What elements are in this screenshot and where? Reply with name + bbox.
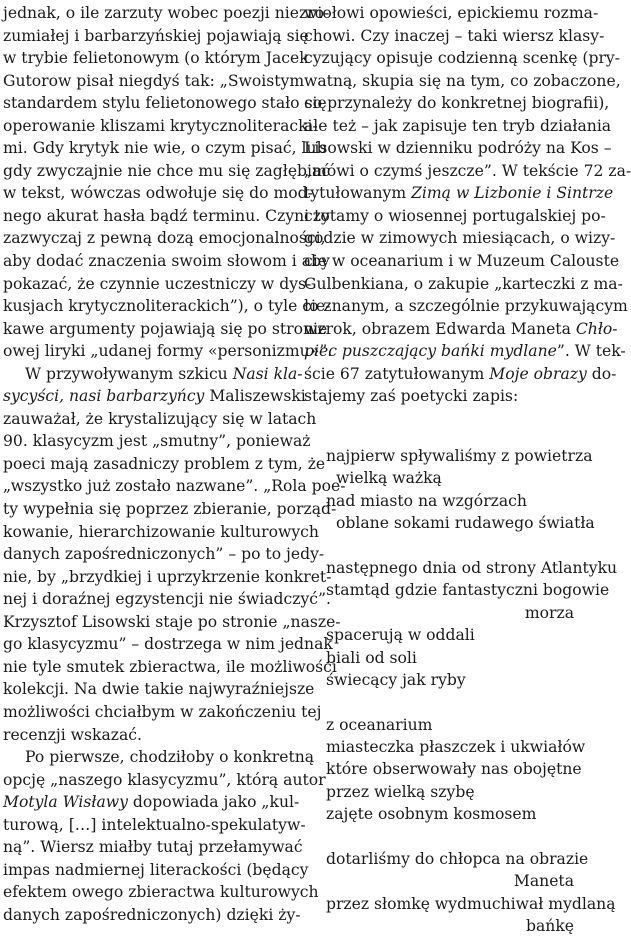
text-line: standardem stylu felietonowego stało się xyxy=(3,94,327,113)
text-line: cie w oceanarium i w Muzeum Calouste xyxy=(304,252,620,271)
text-line: kolekcji. Na dwie takie najwyraźniejsze xyxy=(3,680,315,699)
text-line: ło znanym, a szczególnie przykuwającym xyxy=(304,297,628,316)
text-line: chowi. Czy inaczej – taki wiersz klasy- xyxy=(304,26,605,45)
text-line: poeci mają zasadniczy problem z tym, że xyxy=(3,454,326,473)
poem-line: bańkę xyxy=(526,917,574,936)
poem-line: wielką ważką xyxy=(336,469,442,488)
poem-line: z oceanarium xyxy=(326,715,433,734)
poem-stanza-break xyxy=(326,826,590,848)
text-line: ale też – jak zapisuje ten tryb działania xyxy=(304,116,612,135)
poem-line: dotarliśmy do chłopca na obrazie xyxy=(326,850,589,869)
left-text-column xyxy=(3,2,346,926)
poem-line: Maneta xyxy=(513,872,574,891)
text-line: w trybie felietonowym (o którym Jacek xyxy=(3,49,309,68)
text-line: jednak, o ile zarzuty wobec poezji niezro- xyxy=(3,4,330,22)
text-line: Gutorow pisał niegdyś tak: „Swoistym xyxy=(3,71,305,90)
text-line: czytamy o wiosennej portugalskiej po- xyxy=(304,206,606,225)
text-line: kowanie, hierarchizowanie kulturowych xyxy=(3,522,319,541)
poem-line: miasteczka płaszczek i ukwiałów xyxy=(326,738,586,757)
text-line: opcję „naszego klasycyzmu”, którą autor xyxy=(3,770,326,789)
text-line: zumiałej i barbarzyńskiej pojawiają się xyxy=(3,26,309,45)
poem-line: zajęte osobnym kosmosem xyxy=(326,805,537,824)
text-line: nego akurat hasła bądź terminu. Czyni to xyxy=(3,206,330,225)
text-line: danych zapośredniczonych” – po to jedy- xyxy=(3,545,325,564)
right-text-column xyxy=(304,2,631,408)
text-line: mi. Gdy krytyk nie wie, o czym pisać, lub xyxy=(3,139,327,158)
text-line: operowanie kliszami krytycznoliteracki- xyxy=(3,116,318,135)
text-line: w tekst, wówczas odwołuje się do mod- xyxy=(3,184,313,203)
text-line: kusjach krytycznoliterackich”), o tyle cie- xyxy=(3,297,331,316)
text-line: „wszystko już zostało nazwane”. „Rola poe- xyxy=(3,477,346,496)
text-line: Lisowski w dzienniku podróży na Kos – xyxy=(304,139,612,158)
text-line: danych zapośredniczonych) dzięki ży- xyxy=(3,905,301,924)
text-line: zazwyczaj z pewną dozą emocjonalności, xyxy=(3,229,326,248)
text-line: recenzji wskazać. xyxy=(3,725,142,744)
text-line: kawe argumenty pojawiają się po stronie xyxy=(3,319,328,338)
text-line: aby dodać znaczenia swoim słowom i aby xyxy=(3,252,330,271)
text-line: możliwości chciałbym w zakończeniu tej xyxy=(3,702,322,721)
poem-line: następnego dnia od strony Atlantyku xyxy=(326,558,618,577)
text-line-italic-mixed: piec puszczający bańki mydlane”. W tek- xyxy=(304,342,626,361)
poem-stanza-break xyxy=(326,691,590,713)
text-line: gdy zwyczajnie nie chce mu się zagłębiać xyxy=(3,161,331,180)
poem-line: nad miasto na wzgórzach xyxy=(326,491,527,510)
text-line: go klasycyzmu” – dostrzega w nim jednak xyxy=(3,635,333,654)
text-line: wiołowi opowieści, epickiemu rozma- xyxy=(304,4,599,22)
text-line: 90. klasycyzm jest „smutny”, ponieważ xyxy=(3,432,311,451)
text-line: ty wypełnia się poprzez zbieranie, porząd- xyxy=(3,500,337,519)
text-line: efektem owego zbieractwa kulturowych xyxy=(3,883,319,902)
text-line: stajemy zaś poetycki zapis: xyxy=(304,387,519,406)
poem-line: przez słomkę wydmuchiwał mydlaną xyxy=(326,894,616,913)
poem-line: morza xyxy=(524,603,574,622)
poem-stanza-break xyxy=(326,535,590,557)
poem-line: oblane sokami rudawego światła xyxy=(336,514,595,533)
text-line: pokazać, że czynnie uczestniczy w dys- xyxy=(3,274,312,293)
text-line-italic-mixed: tytułowanym Zimą w Lizbonie i Sintrze xyxy=(304,184,614,203)
text-line: cyzujący opisuje codzienną scenkę (pry- xyxy=(304,49,620,68)
text-line: godzie w zimowych miesiącach, o wizy- xyxy=(304,229,616,248)
text-line: nie, by „brzydkiej i uprzykrzenie konkret- xyxy=(3,567,332,586)
poem-quote xyxy=(326,445,618,938)
text-line-italic-mixed: Motyla Wisławy dopowiada jako „kul- xyxy=(3,793,300,812)
poem-line: biali od soli xyxy=(326,648,417,667)
text-line: nie tyle smutek zbieractwa, ile możliwości xyxy=(3,657,337,676)
text-line-italic-mixed: ście 67 zatytułowanym Moje obrazy do- xyxy=(304,364,617,383)
text-line-italic-mixed: wzrok, obrazem Edwarda Maneta Chło- xyxy=(304,319,618,338)
text-line: impas nadmiernej literackości (będący xyxy=(3,860,309,879)
text-line: nej i doraźnej egzystencji nie świadczyć”. xyxy=(3,590,331,609)
text-line-italic-mixed: W przywoływanym szkicu Nasi kla- xyxy=(25,364,303,383)
text-line-italic-mixed: sycyści, nasi barbarzyńcy Maliszewski xyxy=(3,387,306,406)
text-line: co przynależy do konkretnej biografii), xyxy=(304,94,610,113)
text-line: Gulbenkiana, o zakupie „karteczki z ma- xyxy=(304,274,623,293)
text-line: turową, […] intelektualno-spekulatyw- xyxy=(3,815,306,834)
text-line: „mówi o czymś jeszcze”. W tekście 72 za- xyxy=(304,161,631,180)
poem-line: stamtąd gdzie fantastyczni bogowie xyxy=(326,581,610,600)
text-line: Po pierwsze, chodziłoby o konkretną xyxy=(25,748,315,767)
poem-line: które obserwowały nas obojętne xyxy=(326,760,582,779)
text-line: watną, skupia się na tym, co zobaczone, xyxy=(304,71,621,90)
text-line: zauważał, że krystalizujący się w latach xyxy=(3,409,317,428)
text-line: ną”. Wiersz miałby tutaj przełamywać xyxy=(3,838,303,857)
poem-line: przez wielką szybę xyxy=(326,782,475,801)
poem-line: świecący jak ryby xyxy=(326,670,466,689)
text-line: owej liryki „udanej formy «personizmu»”. xyxy=(3,342,333,361)
poem-line: najpierw spływaliśmy z powietrza xyxy=(326,447,593,465)
text-line: Krzysztof Lisowski staje po stronie „nasze- xyxy=(3,612,341,631)
poem-line: spacerują w oddali xyxy=(326,626,475,645)
